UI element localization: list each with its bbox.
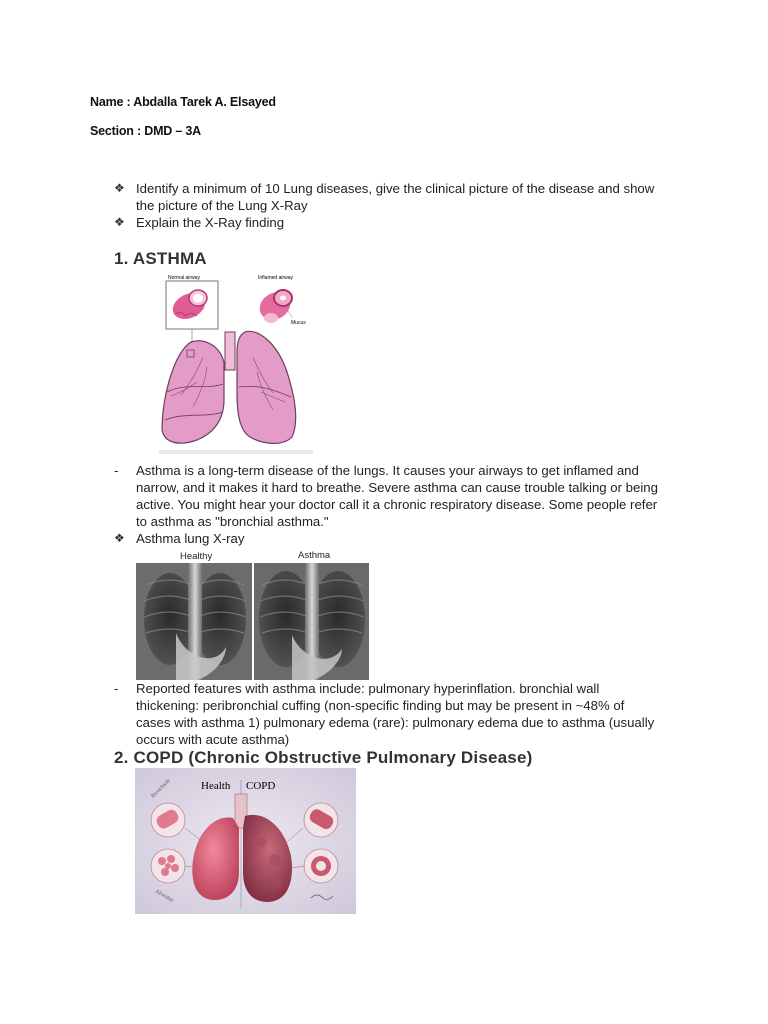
xray-healthy-label: Healthy	[180, 551, 213, 562]
asthma-xray-comparison	[136, 563, 369, 680]
student-name: Name : Abdalla Tarek A. Elsayed	[90, 95, 276, 109]
mucus-label: Mucus	[291, 320, 306, 326]
instruction-2: Explain the X-Ray finding	[136, 215, 285, 230]
diamond-bullet-icon: ❖	[114, 531, 125, 545]
asthma-description-line-3: active. You might hear your doctor call it a chronic respiratory disease. Some people refer	[136, 497, 658, 512]
asthma-findings-line-4: occurs with acute asthma)	[136, 732, 290, 747]
copd-health-label: Health	[201, 780, 231, 792]
alveolus-label: Alveolus	[154, 888, 175, 904]
instruction-1-line-1: Identify a minimum of 10 Lung diseases, give the clinical picture of the disease and show	[136, 181, 655, 196]
section-heading-asthma: 1. ASTHMA	[114, 249, 207, 268]
asthma-findings-line-1: Reported features with asthma include: pulmonary hyperinflation. bronchial wall	[136, 681, 600, 696]
copd-copd-label: COPD	[246, 780, 276, 792]
instruction-1-line-2: the picture of the Lung X-Ray	[136, 198, 308, 213]
diamond-bullet-icon: ❖	[114, 181, 125, 195]
xray-asthma-label: Asthma	[298, 550, 331, 561]
inflamed-airway-label: Inflamed airway	[258, 275, 294, 281]
asthma-findings-line-3: cases with asthma 1) pulmonary edema (rare): pulmonary edema due to asthma (usually	[136, 715, 655, 730]
asthma-description-line-1: Asthma is a long-term disease of the lungs. It causes your airways to get inflamed and	[136, 463, 639, 478]
normal-airway-label: Normal airway	[168, 275, 200, 281]
bronchiole-label: Bronchiole	[150, 777, 172, 800]
dash-bullet: -	[114, 463, 119, 478]
asthma-findings-line-2: thickening: peribronchial cuffing (non-specific finding but may be present in ~48% of	[136, 698, 625, 713]
asthma-description-line-4: to asthma as "bronchial asthma."	[136, 514, 329, 529]
diamond-bullet-icon: ❖	[114, 215, 125, 229]
asthma-description-line-2: narrow, and it makes it hard to breathe. Severe asthma can cause trouble talking or being	[136, 480, 658, 495]
asthma-lung-illustration	[157, 272, 315, 458]
copd-illustration	[135, 768, 356, 914]
student-section: Section : DMD – 3A	[90, 124, 201, 138]
section-heading-copd: 2. COPD (Chronic Obstructive Pulmonary Disease)	[114, 748, 533, 767]
asthma-xray-bullet: Asthma lung X-ray	[136, 531, 245, 546]
dash-bullet: -	[114, 681, 119, 696]
